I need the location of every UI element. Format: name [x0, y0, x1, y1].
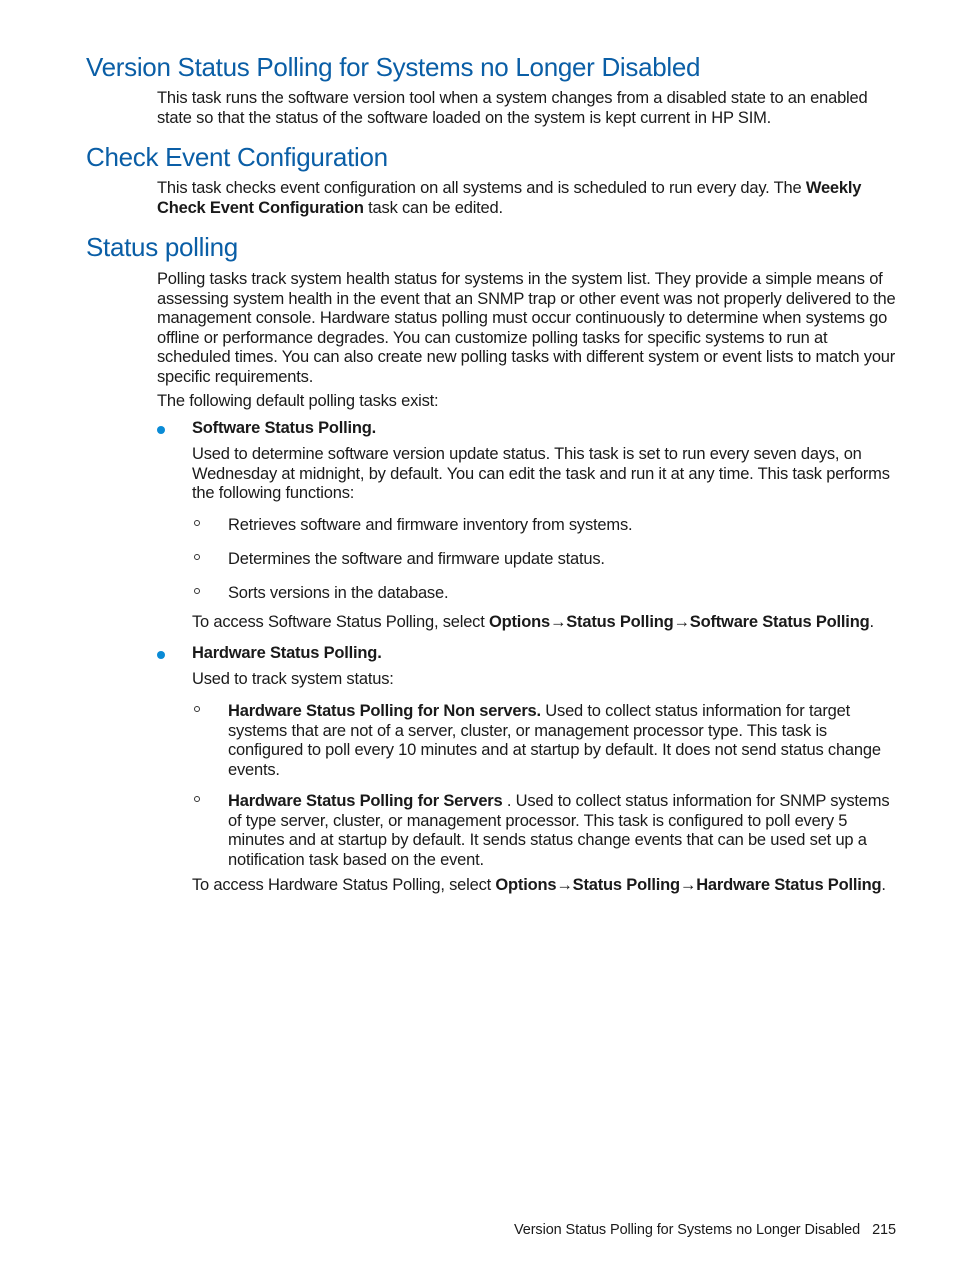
hardware-access-path: To access Hardware Status Polling, select Options→Status Polling→Hardware Status Polling. — [192, 876, 886, 894]
default-tasks-line: The following default polling tasks exist: — [157, 392, 439, 410]
menu-path-status-polling: Status Polling — [566, 613, 674, 631]
menu-path-options: Options — [495, 876, 557, 894]
sub-bullet-icon — [194, 588, 200, 594]
page-number: 215 — [872, 1222, 896, 1238]
weekly-check-event-task-name: Weekly Check Event Configuration — [157, 179, 862, 217]
check-event-paragraph: This task checks event configuration on all systems and is scheduled to run every day. The Weekly Check Event Configuration task can be edited. — [157, 179, 862, 217]
software-function-item: Sorts versions in the database. — [228, 584, 449, 602]
hardware-polling-item-servers: Hardware Status Polling for Servers . Used to collect status information for SNMP systems of type server, cluster, or management processor. This task is configured to poll every 5 minutes and at startup by default. It sends status change events that can be used set up a notification task based on the event. — [228, 792, 890, 869]
bullet-icon — [157, 426, 165, 434]
section-heading-check-event: Check Event Configuration — [86, 142, 388, 172]
menu-path-software-status-polling: Software Status Polling — [689, 613, 870, 631]
software-polling-description: Used to determine software version update status. This task is set to run every seven days, on Wednesday at midnight, by default. You can edit the task and run it at any time. This task performs the following functions: — [192, 445, 890, 502]
menu-arrow-icon: → — [679, 876, 697, 894]
software-access-path: To access Software Status Polling, select Options→Status Polling→Software Status Polling. — [192, 613, 874, 631]
sub-bullet-icon — [194, 706, 200, 712]
menu-arrow-icon: → — [549, 613, 567, 631]
running-title: Version Status Polling for Systems no Longer Disabled — [513, 1222, 861, 1238]
page-footer — [400, 1222, 896, 1238]
hardware-polling-description: Used to track system status: — [192, 670, 394, 688]
software-function-item: Retrieves software and firmware inventory from systems. — [228, 516, 633, 534]
sub-bullet-icon — [194, 796, 200, 802]
hardware-polling-item-non-servers: Hardware Status Polling for Non servers. Used to collect status information for target systems that are not of a server, cluster, or management processor type. This task is configured to poll every 10 minutes and at startup by default. It does not send status change events. — [228, 702, 881, 779]
status-polling-intro: Polling tasks track system health status for systems in the system list. They provide a simple means of assessing system health in the event that an SNMP trap or other event was not properly delivered to the management console. Hardware status polling must occur continuously to determine when systems go offline or performance degrades. You can customize polling tasks for specific systems to run at scheduled times. You can also create new polling tasks with different system or event lists to match your specific requirements. — [157, 270, 896, 386]
menu-arrow-icon: → — [673, 613, 690, 631]
software-function-item: Determines the software and firmware update status. — [228, 550, 605, 568]
version-polling-paragraph: This task runs the software version tool when a system changes from a disabled state to an enabled state so that the status of the software loaded on the system is kept current in HP SIM. — [157, 89, 868, 127]
menu-path-status-polling: Status Polling — [572, 876, 680, 894]
menu-path-hardware-status-polling: Hardware Status Polling — [696, 876, 882, 894]
bullet-icon — [157, 651, 165, 659]
software-polling-title: Software Status Polling. — [192, 419, 377, 437]
sub-bullet-icon — [194, 554, 200, 560]
menu-arrow-icon: → — [556, 876, 573, 894]
hardware-polling-title: Hardware Status Polling. — [192, 644, 382, 662]
menu-path-options: Options — [489, 613, 550, 631]
sub-bullet-icon — [194, 520, 200, 526]
section-heading-status-polling: Status polling — [86, 232, 238, 262]
section-heading-version-polling: Version Status Polling for Systems no Longer Disabled — [86, 52, 701, 82]
